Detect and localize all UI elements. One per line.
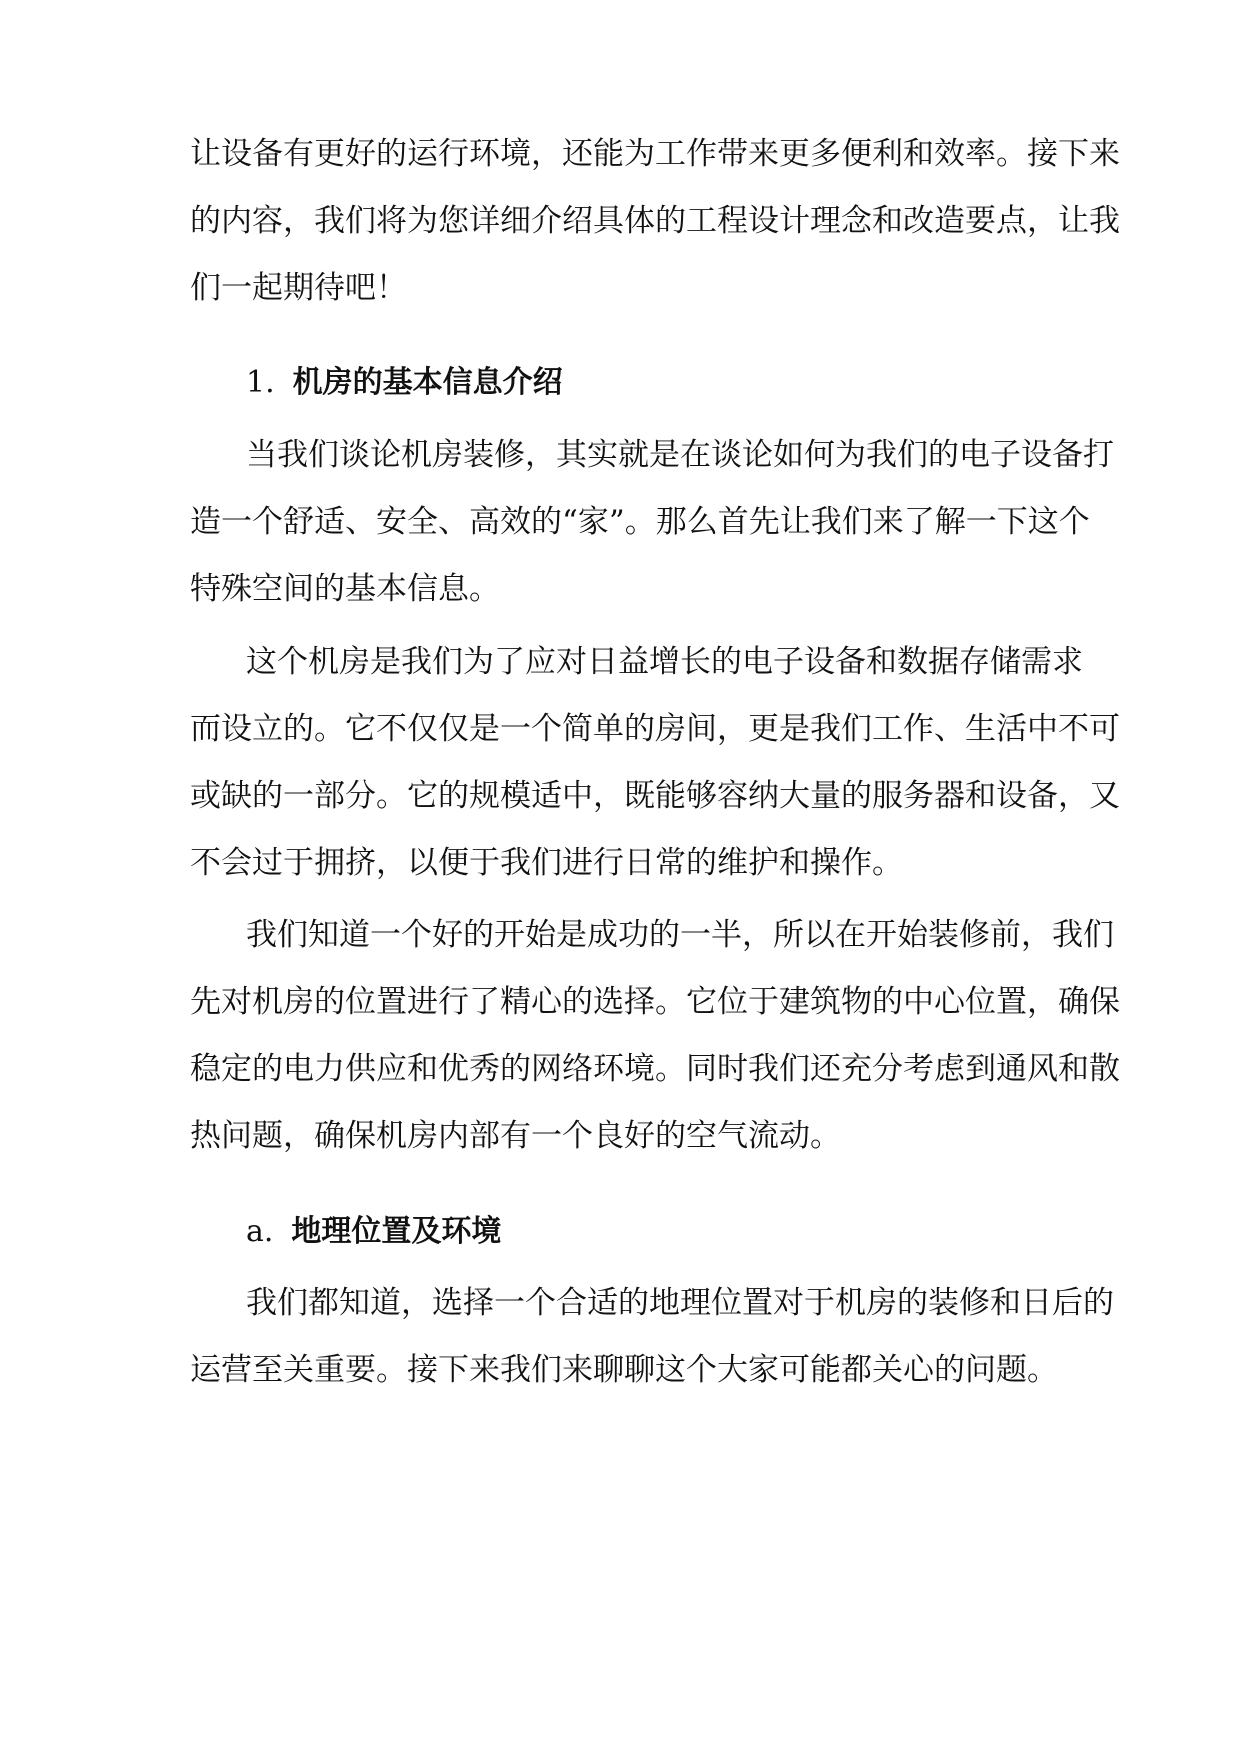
paragraph-line: 稳定的电力供应和优秀的网络环境。同时我们还充分考虑到通风和散 bbox=[190, 1051, 1120, 1087]
intro-line-1: 让设备有更好的运行环境，还能为工作带来更多便利和效率。接下来 bbox=[190, 136, 1120, 172]
paragraph-line: 而设立的。它不仅仅是一个简单的房间，更是我们工作、生活中不可 bbox=[190, 711, 1120, 747]
section-1-title: 机房的基本信息介绍 bbox=[292, 365, 563, 400]
section-1-heading bbox=[246, 363, 563, 403]
paragraph-line: 先对机房的位置进行了精心的选择。它位于建筑物的中心位置，确保 bbox=[190, 984, 1120, 1020]
paragraph-line: 这个机房是我们为了应对日益增长的电子设备和数据存储需求 bbox=[246, 644, 1083, 680]
section-a-heading bbox=[246, 1212, 501, 1252]
intro-line-2: 的内容，我们将为您详细介绍具体的工程设计理念和改造要点，让我 bbox=[190, 203, 1120, 239]
paragraph-line: 运营至关重要。接下来我们来聊聊这个大家可能都关心的问题。 bbox=[190, 1352, 1058, 1388]
paragraph-line: 我们都知道，选择一个合适的地理位置对于机房的装修和日后的 bbox=[246, 1285, 1114, 1321]
paragraph-line: 特殊空间的基本信息。 bbox=[190, 571, 500, 607]
paragraph-line: 不会过于拥挤，以便于我们进行日常的维护和操作。 bbox=[190, 845, 903, 881]
paragraph-line: 或缺的一部分。它的规模适中，既能够容纳大量的服务器和设备，又 bbox=[190, 778, 1120, 814]
section-a-number: a. bbox=[246, 1214, 274, 1249]
intro-line-3: 们一起期待吧！ bbox=[190, 270, 407, 306]
paragraph-line: 热问题，确保机房内部有一个良好的空气流动。 bbox=[190, 1118, 841, 1154]
paragraph-line: 当我们谈论机房装修，其实就是在谈论如何为我们的电子设备打 bbox=[246, 437, 1114, 473]
section-a-title: 地理位置及环境 bbox=[291, 1214, 502, 1249]
section-1-number: 1. bbox=[246, 365, 275, 400]
paragraph-line: 我们知道一个好的开始是成功的一半，所以在开始装修前，我们 bbox=[246, 917, 1114, 953]
paragraph-line: 造一个舒适、安全、高效的“家”。那么首先让我们来了解一下这个 bbox=[190, 504, 1090, 540]
